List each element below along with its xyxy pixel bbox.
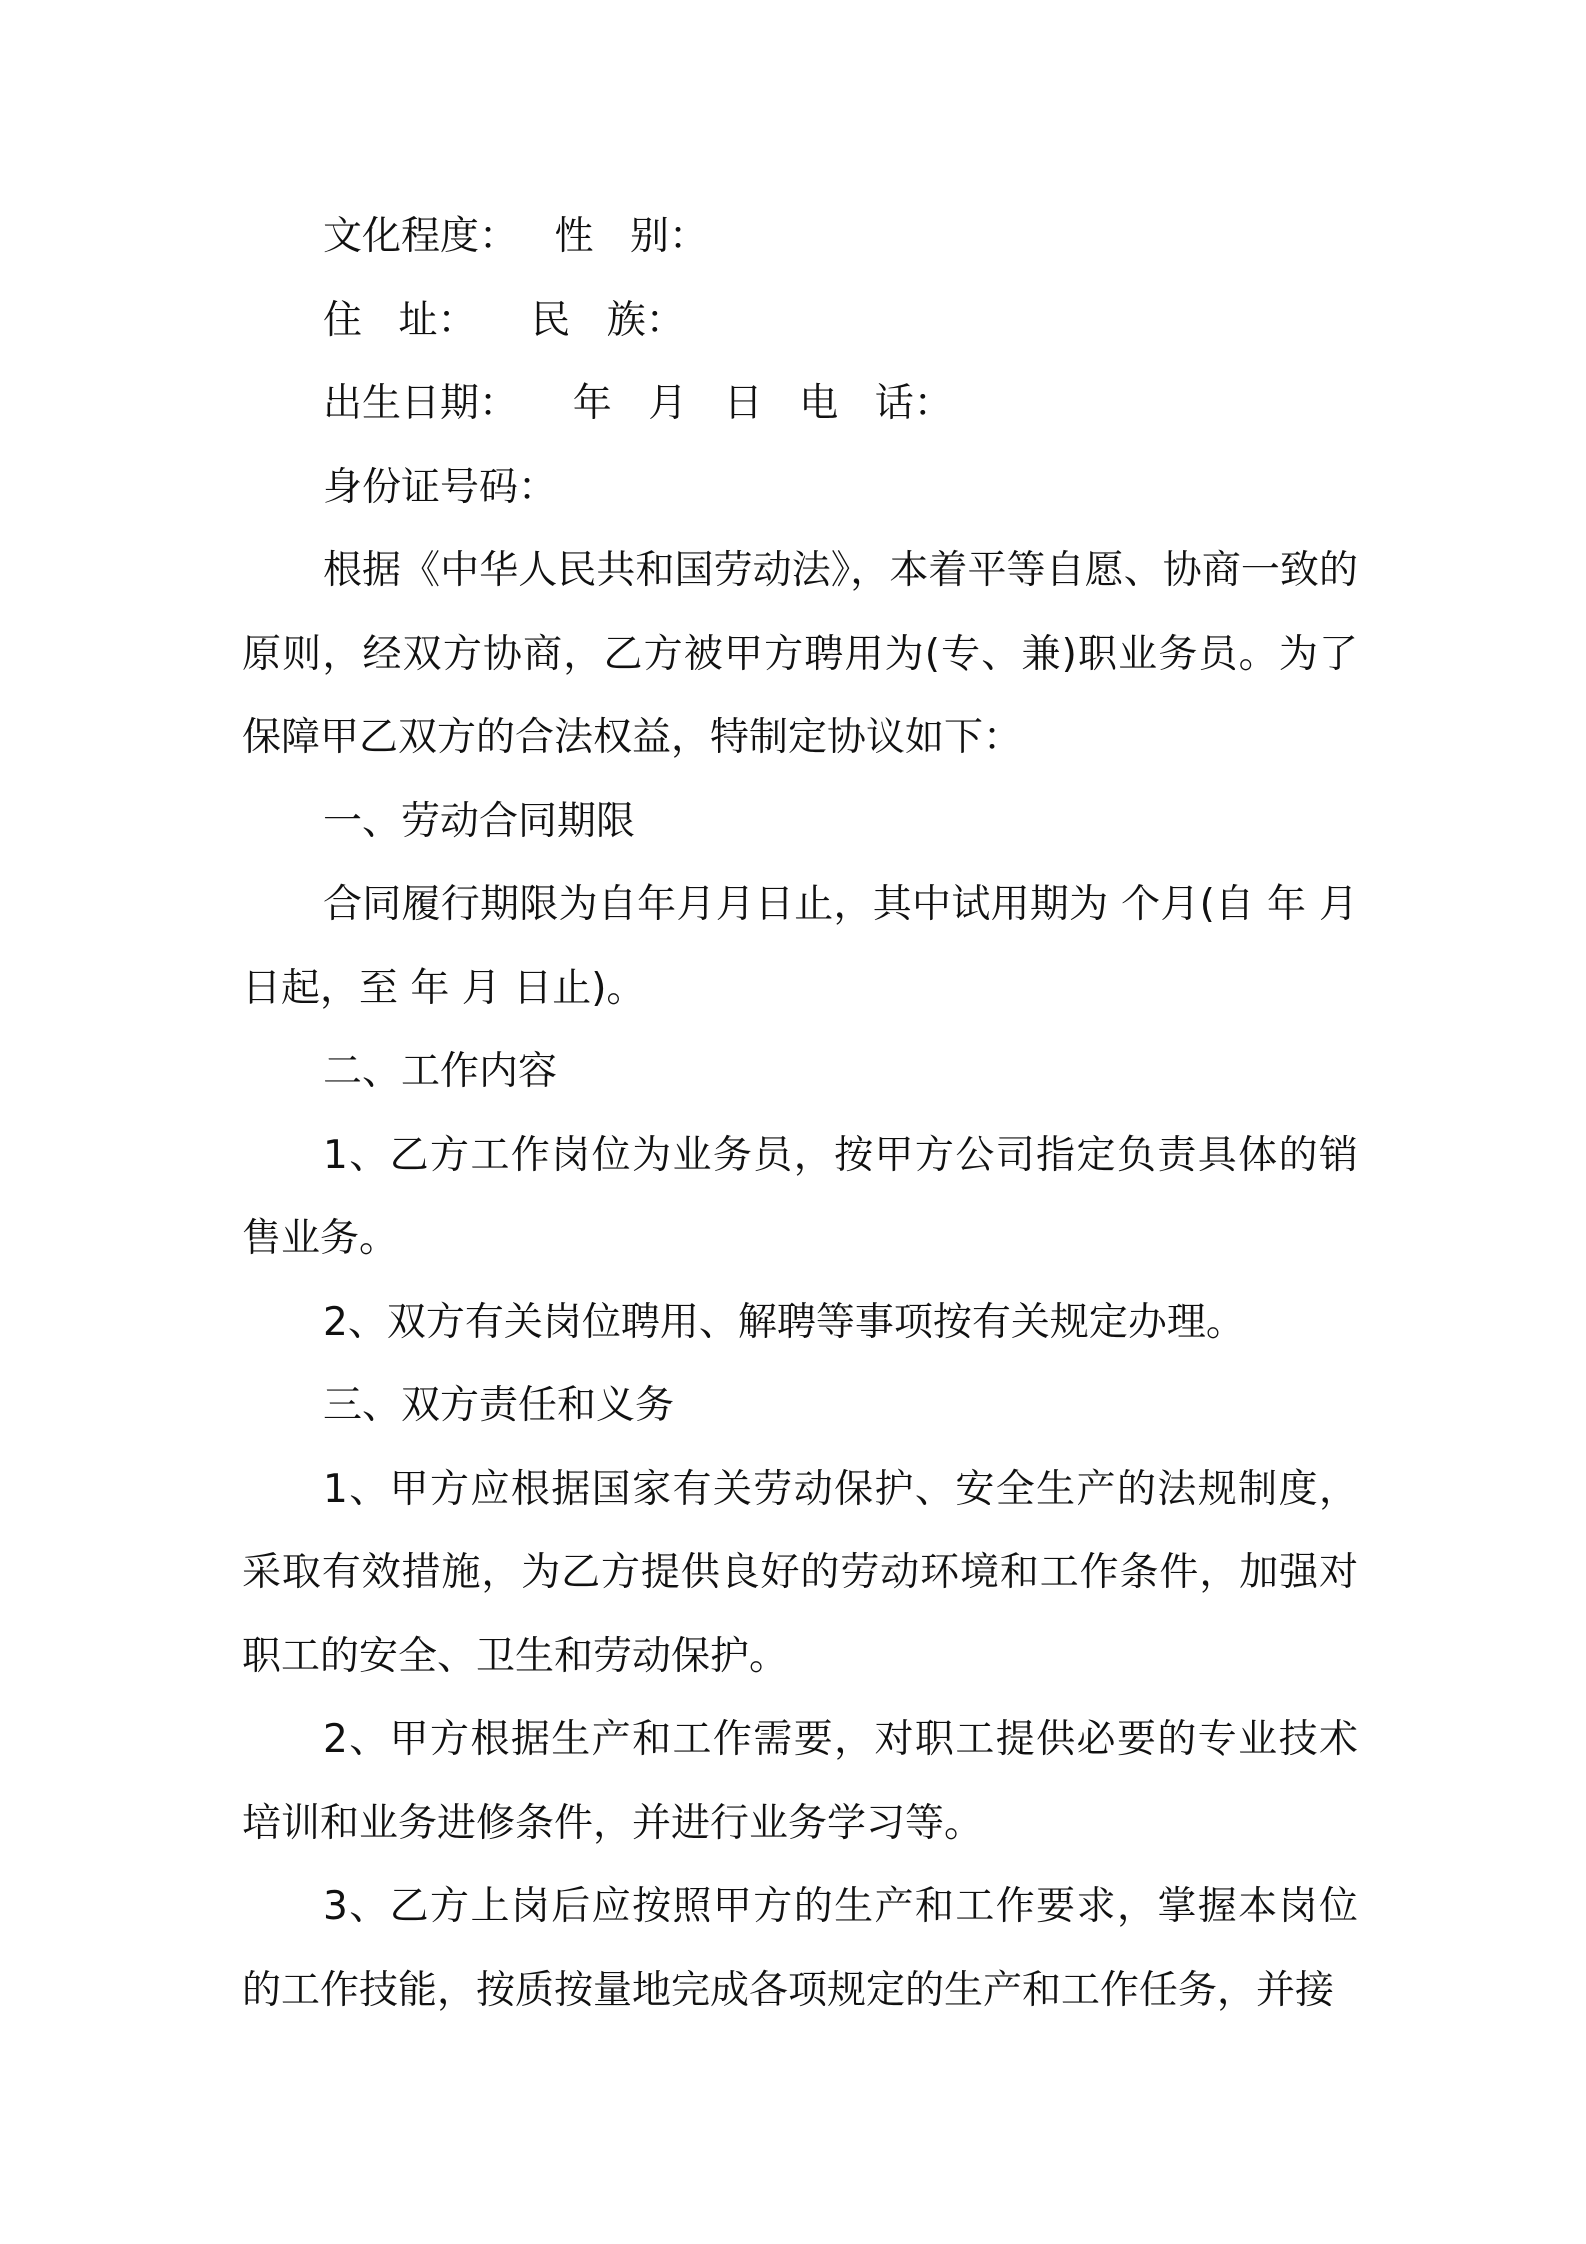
document-page xyxy=(242,195,1358,2032)
section-heading-work-content: 二、工作内容 xyxy=(323,1049,558,1094)
field-birthdate-phone: 出生日期： 年 月 日 电 话： xyxy=(323,381,953,426)
field-address-ethnicity: 住 址： 民 族： xyxy=(323,297,685,343)
field-education-gender: 文化程度： 性 别： xyxy=(323,214,708,259)
intro-paragraph: 根据《中华人民共和国劳动法》，本着平等自愿、协商一致的原则，经双方协商，乙方被甲方聘用为(专、兼)职业务员。为了保障甲乙双方的合法权益，特制定协议如下： xyxy=(242,548,1358,760)
duties-item-3: 3、乙方上岗后应按照甲方的生产和工作要求，掌握本岗位的工作技能，按质按量地完成各项规定的生产和工作任务，并接 xyxy=(242,1884,1358,2013)
work-content-item-1: 1、乙方工作岗位为业务员，按甲方公司指定负责具体的销售业务。 xyxy=(242,1132,1358,1261)
section-heading-duties: 三、双方责任和义务 xyxy=(323,1383,675,1428)
field-id-number: 身份证号码： xyxy=(323,464,558,510)
duties-item-1: 1、甲方应根据国家有关劳动保护、安全生产的法规制度，采取有效措施，为乙方提供良好的劳动环境和工作条件，加强对职工的安全、卫生和劳动保护。 xyxy=(242,1466,1358,1679)
work-content-item-2: 2、双方有关岗位聘用、解聘等事项按有关规定办理。 xyxy=(323,1299,1245,1345)
duties-item-2: 2、甲方根据生产和工作需要，对职工提供必要的专业技术培训和业务进修条件，并进行业务学习等。 xyxy=(242,1717,1358,1846)
section-heading-contract-term: 一、劳动合同期限 xyxy=(323,798,636,844)
contract-term-paragraph: 合同履行期限为自年月月日止，其中试用期为 个月(自 年 月 日起，至 年 月 日止)。 xyxy=(242,882,1358,1011)
